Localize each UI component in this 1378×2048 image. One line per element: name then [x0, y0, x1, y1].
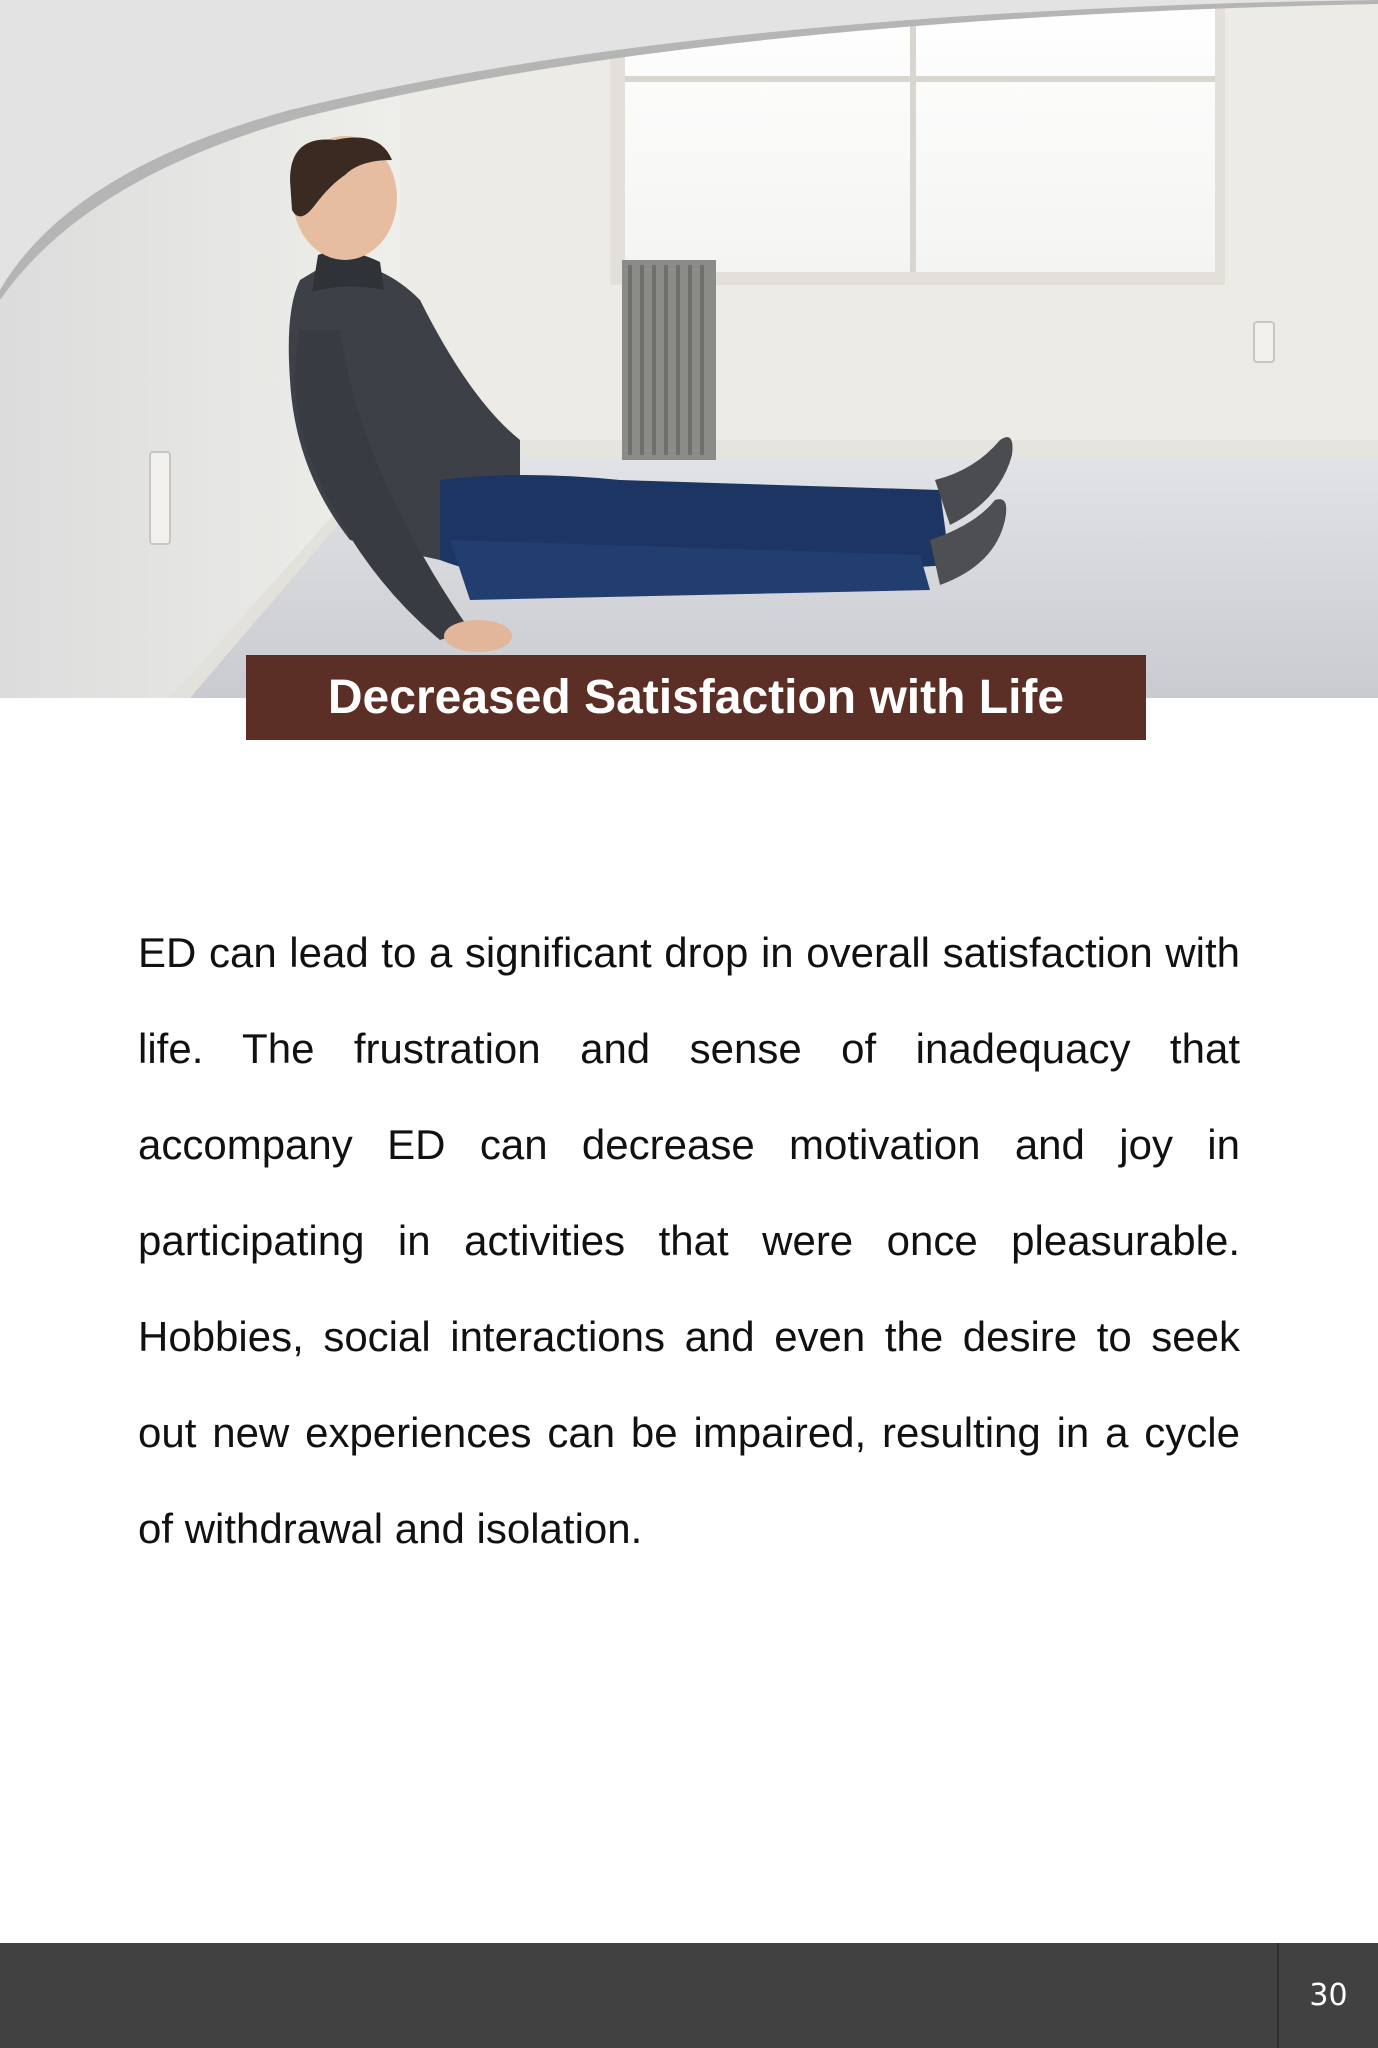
page-title: Decreased Satisfaction with Life: [327, 671, 1065, 724]
page-number: 30: [1309, 1978, 1348, 2013]
body-paragraph: ED can lead to a significant drop in overall satisfaction with life. The frustration and sense of inadequacy that accompany ED can decrease motivation and joy in participating in activities that were once pleasurable. Hobbies, social interactions and even the desire to seek out new experiences can be impaired, resulting in a cycle of withdrawal and isolation.: [138, 929, 1240, 1552]
room-illustration: [0, 0, 1378, 698]
hero-photo: [0, 0, 1378, 698]
footer-bar: [0, 1943, 1378, 2048]
title-banner: [246, 655, 1146, 740]
